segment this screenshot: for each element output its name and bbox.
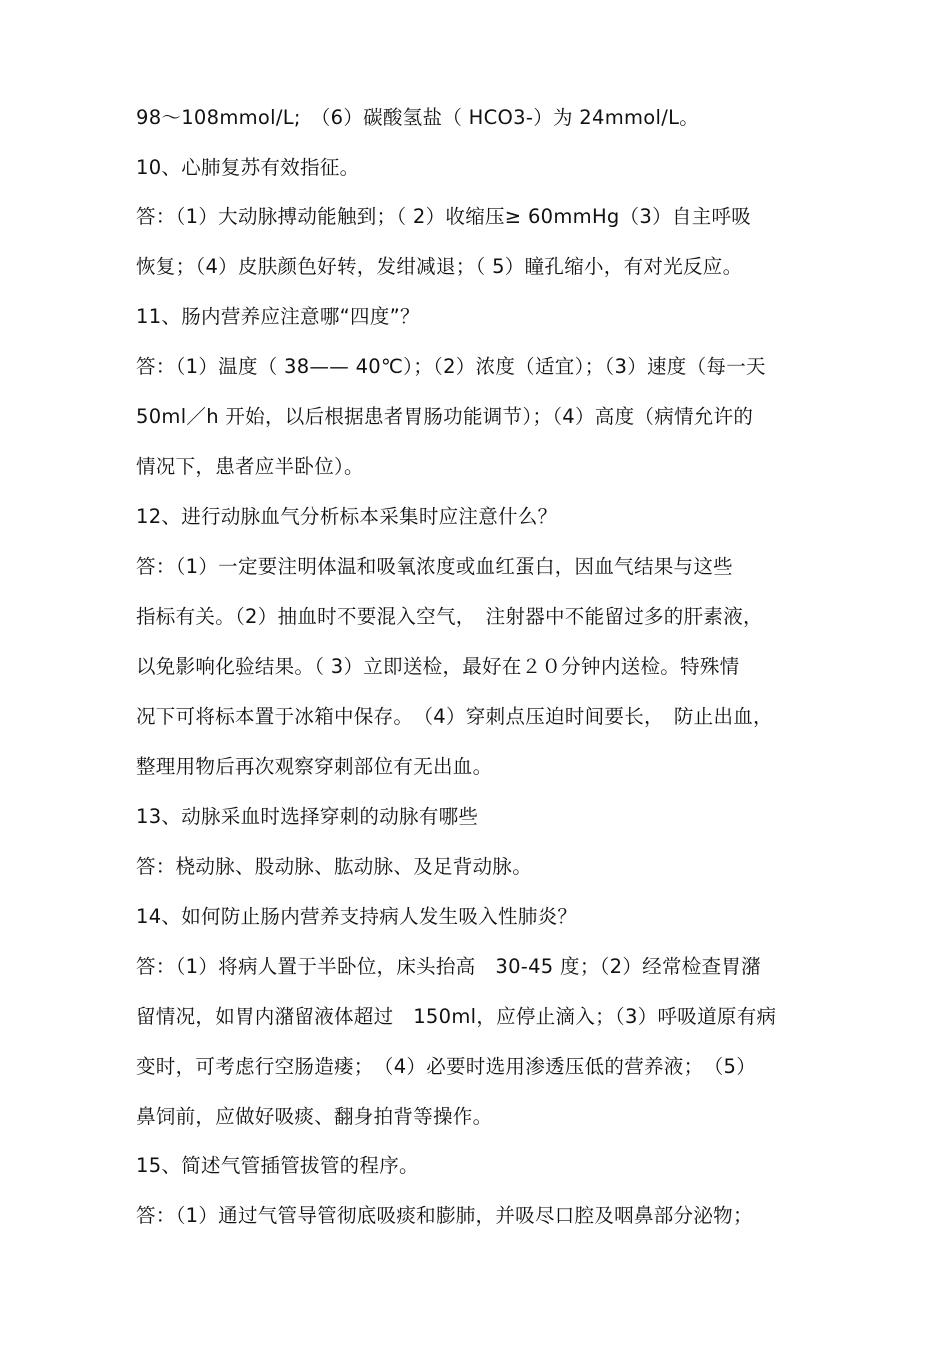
text-line: 答：（1）通过气管导管彻底吸痰和膨肺，并吸尽口腔及咽鼻部分泌物； [136, 1204, 753, 1227]
text-line: 答：桡动脉、股动脉、肱动脉、及足背动脉。 [136, 855, 533, 878]
question-11-heading: 11、肠内营养应注意哪“四度”？ [136, 305, 420, 328]
text-line: 答：（1）大动脉搏动能触到；（ 2）收缩压≥ 60mmHg（3）自主呼吸 [136, 205, 752, 228]
text-line: 变时，可考虑行空肠造瘘； （4）必要时选用渗透压低的营养液； （5） [136, 1055, 757, 1078]
text-line: 整理用物后再次观察穿刺部位有无出血。 [136, 755, 493, 778]
text-line: 98～108mmol/L; （6）碳酸氢盐（ HCO3-）为 24mmol/L。 [136, 106, 700, 129]
text-line: 况下可将标本置于冰箱中保存。 （4）穿刺点压迫时间要长， 防止出血， [136, 705, 773, 728]
question-14-heading: 14、如何防止肠内营养支持病人发生吸入性肺炎？ [136, 905, 578, 928]
text-line: 指标有关。（2）抽血时不要混入空气， 注射器中不能留过多的肝素液， [136, 605, 763, 628]
text-line: 鼻饲前，应做好吸痰、翻身拍背等操作。 [136, 1105, 493, 1128]
question-10-heading: 10、心肺复苏有效指征。 [136, 156, 360, 179]
text-line: 答：（1）将病人置于半卧位，床头抬高 30-45 度；（2）经常检查胃潴 [136, 955, 761, 978]
text-line: 答：（1）温度（ 38—— 40℃）；（2）浓度（适宜）；（3）速度（每一天 [136, 355, 766, 378]
text-line: 情况下，患者应半卧位）。 [136, 455, 364, 478]
text-line: 答：（1）一定要注明体温和吸氧浓度或血红蛋白，因血气结果与这些 [136, 555, 733, 578]
text-line: 恢复；（4）皮肤颜色好转，发绀减退；（ 5）瞳孔缩小，有对光反应。 [136, 255, 743, 278]
question-13-heading: 13、动脉采血时选择穿刺的动脉有哪些 [136, 805, 479, 828]
question-12-heading: 12、进行动脉血气分析标本采集时应注意什么？ [136, 505, 558, 528]
text-line: 留情况，如胃内潴留液体超过 150ml，应停止滴入；（3）呼吸道原有病 [136, 1005, 777, 1028]
text-line: 以免影响化验结果。（ 3）立即送检，最好在２０分钟内送检。特殊情 [136, 655, 740, 678]
text-line: 50ml／h 开始，以后根据患者胃肠功能调节）；（4）高度（病情允许的 [136, 405, 754, 428]
question-15-heading: 15、简述气管插管拔管的程序。 [136, 1154, 419, 1177]
